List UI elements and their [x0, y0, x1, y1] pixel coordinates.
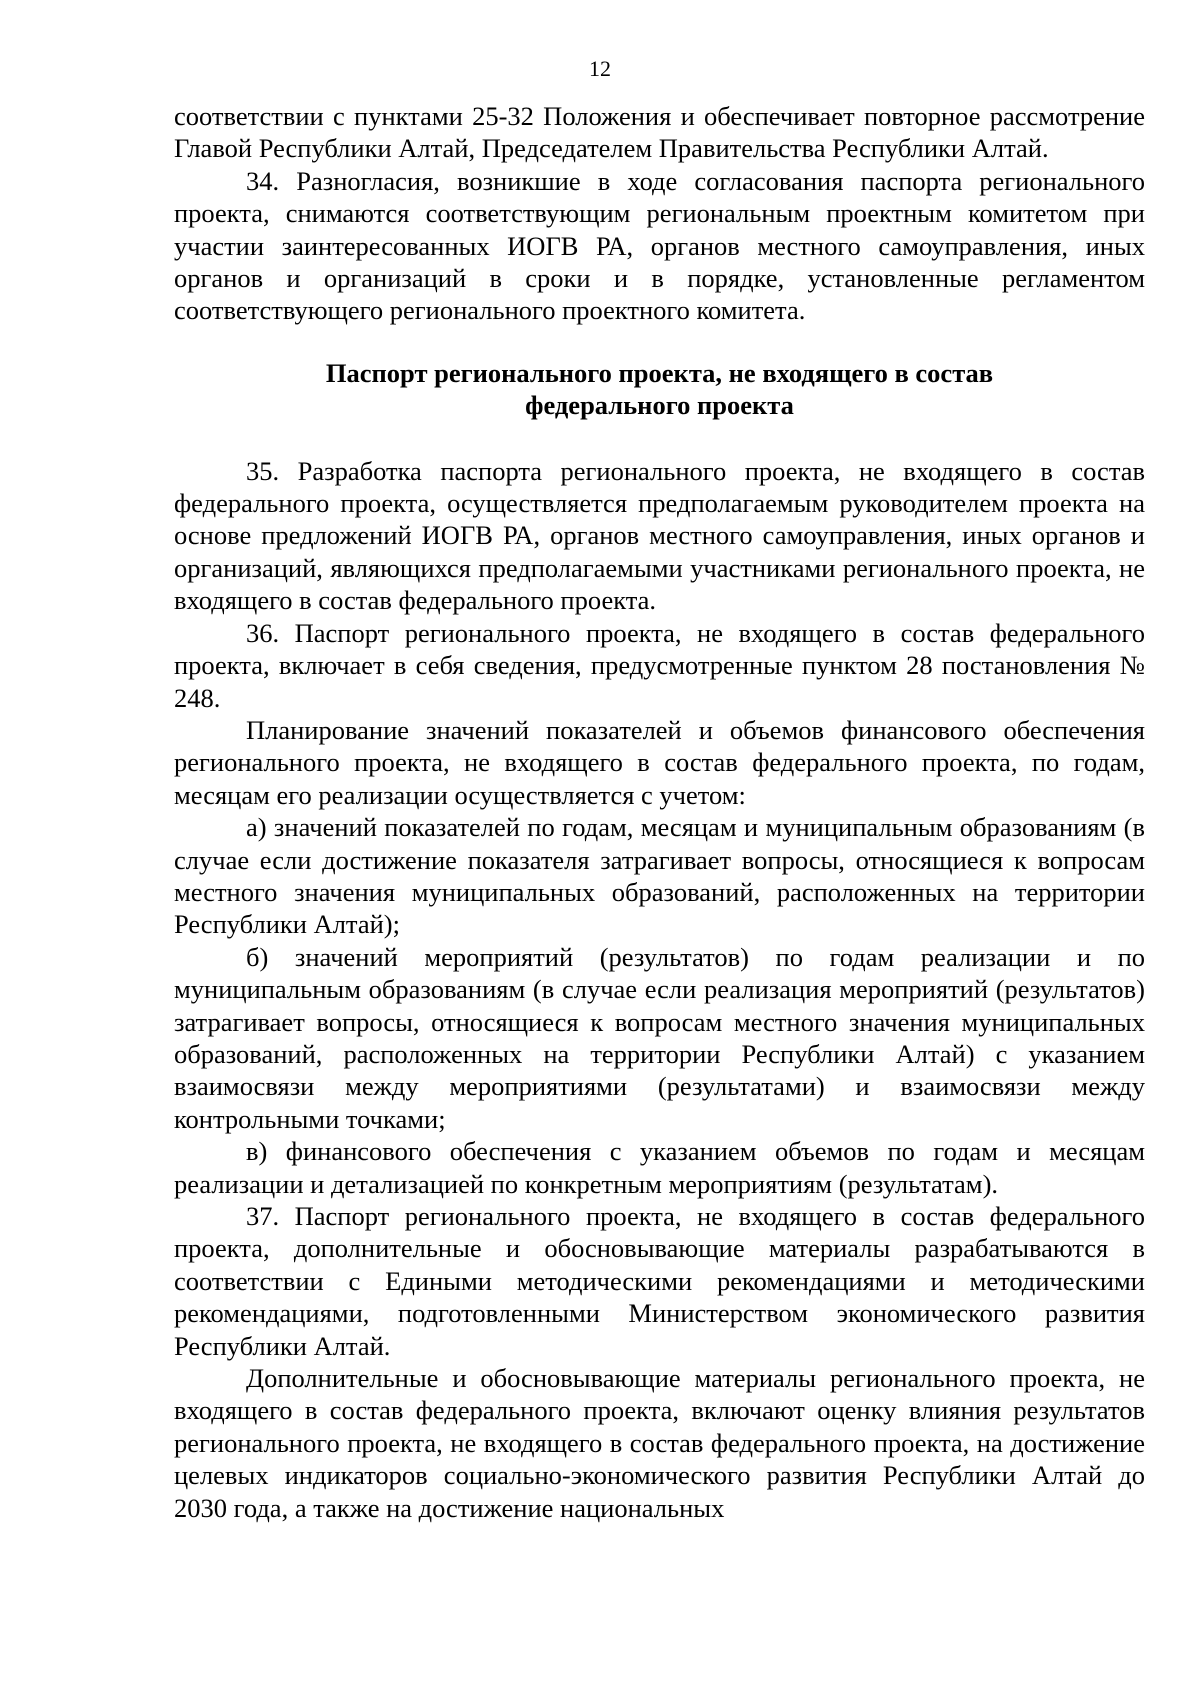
- section-heading-line-1: Паспорт регионального проекта, не входящего в состав: [325, 357, 994, 388]
- paragraph: Дополнительные и обосновывающие материалы регионального проекта, не входящего в состав федерального проекта, включают оценку влияния результатов регионального проекта, не входящего в состав федерального проекта, на достижение целевых индикаторов социально-экономического развития Республики Алтай до 2030 года, а также на достижение национальных: [174, 1363, 1145, 1523]
- list-item-b: б) значений мероприятий (результатов) по годам реализации и по муниципальным образованиям (в случае если реализация мероприятий (результатов) затрагивает вопросы, относящиеся к вопросам местного значения муниципальных образований, расположенных на территории Республики Алтай) с указанием взаимосвязи между мероприятиями (результатами) и взаимосвязи между контрольными точками;: [174, 941, 1145, 1134]
- paragraph-item-37: 37. Паспорт регионального проекта, не входящего в состав федерального проекта, дополнительные и обосновывающие материалы разрабатываются в соответствии с Едиными методическими рекомендациями и методическими рекомендациями, подготовленными Министерством экономического развития Республики Алтай.: [174, 1201, 1145, 1361]
- document-body: [174, 100, 1145, 1524]
- section-heading: [174, 357, 1145, 422]
- paragraph-item-36: 36. Паспорт регионального проекта, не входящего в состав федерального проекта, включает в себя сведения, предусмотренные пунктом 28 постановления № 248.: [174, 617, 1145, 713]
- paragraph-item-35: 35. Разработка паспорта регионального проекта, не входящего в состав федерального проекта, осуществляется предполагаемым руководителем проекта на основе предложений ИОГВ РА, органов местного самоуправления, иных органов и организаций, являющихся предполагаемыми участниками регионального проекта, не входящего в состав федерального проекта.: [174, 455, 1145, 616]
- paragraph: соответствии с пунктами 25-32 Положения и обеспечивает повторное рассмотрение Главой Республики Алтай, Председателем Правительства Республики Алтай.: [174, 101, 1145, 164]
- paragraph: Планирование значений показателей и объемов финансового обеспечения регионального проекта, не входящего в состав федерального проекта, по годам, месяцам его реализации осуществляется с учетом:: [174, 714, 1145, 810]
- paragraph-item-34: 34. Разногласия, возникшие в ходе согласования паспорта регионального проекта, снимаются соответствующим региональным проектным комитетом при участии заинтересованных ИОГВ РА, органов местного самоуправления, иных органов и организаций в сроки и в порядке, установленные регламентом соответствующего регионального проектного комитета.: [174, 165, 1145, 326]
- list-item-v: в) финансового обеспечения с указанием объемов по годам и месяцам реализации и детализацией по конкретным мероприятиям (результатам).: [174, 1136, 1145, 1199]
- section-heading-line-2: федерального проекта: [525, 390, 794, 421]
- list-item-a: а) значений показателей по годам, месяцам и муниципальным образованиям (в случае если достижение показателя затрагивает вопросы, относящиеся к вопросам местного значения муниципальных образований, расположенных на территории Республики Алтай);: [174, 812, 1145, 940]
- page-number: 12: [589, 56, 611, 81]
